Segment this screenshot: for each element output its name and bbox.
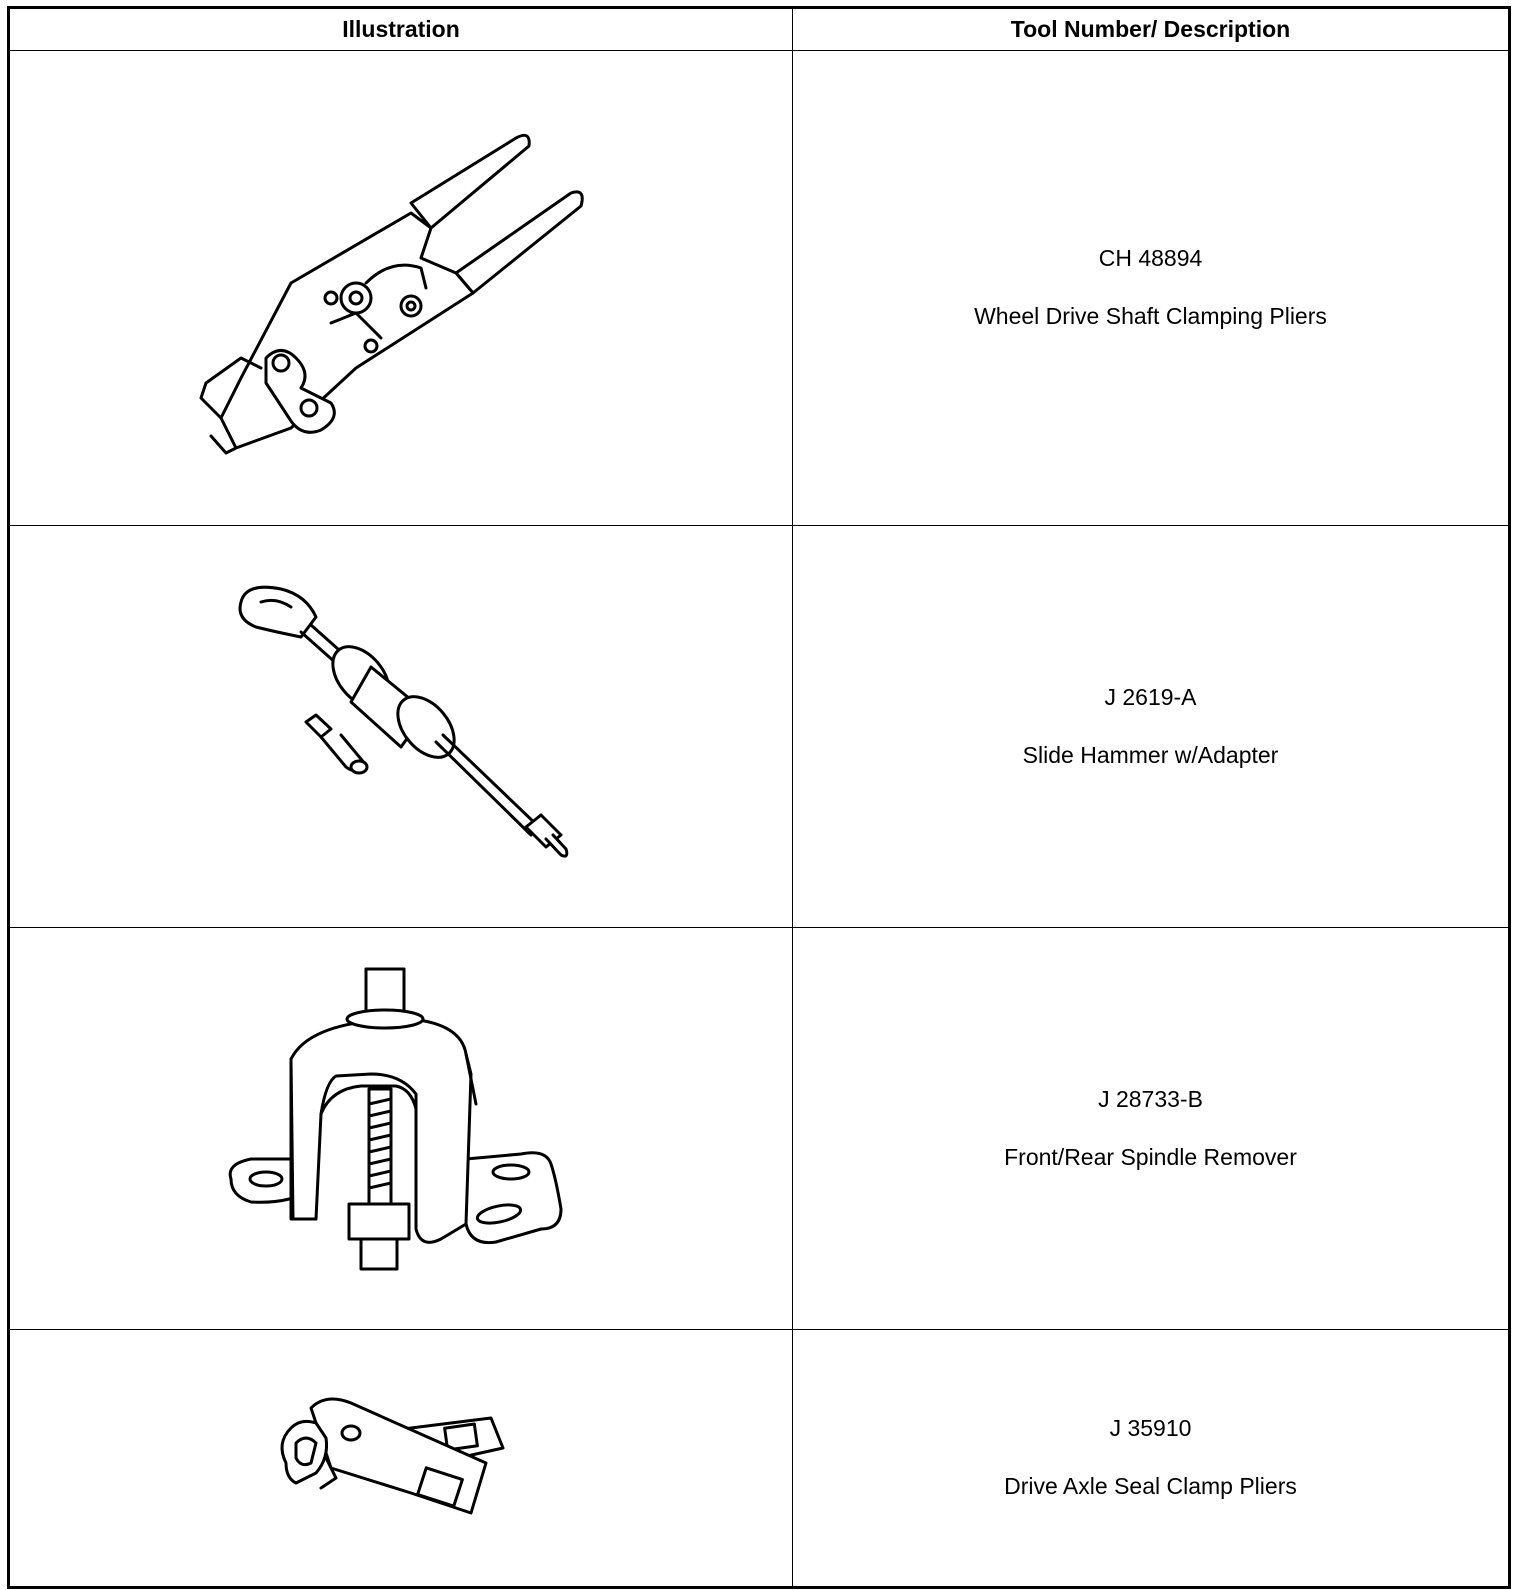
illustration-cell xyxy=(9,51,793,526)
tool-description: Wheel Drive Shaft Clamping Pliers xyxy=(974,303,1327,329)
slide-hammer-illustration xyxy=(221,577,581,877)
table-row xyxy=(9,526,1510,928)
tool-number: CH 48894 xyxy=(1098,245,1203,272)
table-row xyxy=(9,928,1510,1330)
tool-description: Front/Rear Spindle Remover xyxy=(1004,1143,1297,1170)
illustration-cell xyxy=(9,526,793,928)
seal-clamp-pliers-illustration xyxy=(271,1388,531,1528)
description-cell xyxy=(793,51,1510,526)
illustration-cell xyxy=(9,928,793,1330)
table-row xyxy=(9,51,1510,526)
spindle-remover-illustration xyxy=(221,964,581,1294)
tool-number: J 2619-A xyxy=(1104,683,1197,710)
tool-description: Drive Axle Seal Clamp Pliers xyxy=(1004,1473,1297,1499)
clamping-pliers-illustration xyxy=(181,118,621,458)
header-illustration: Illustration xyxy=(9,8,793,51)
illustration-cell xyxy=(9,1330,793,1588)
description-cell xyxy=(793,928,1510,1330)
header-tool-description: Tool Number/ Description xyxy=(793,8,1510,51)
description-cell xyxy=(793,1330,1510,1588)
description-cell xyxy=(793,526,1510,928)
tool-number: J 35910 xyxy=(1109,1415,1192,1442)
tool-number: J 28733-B xyxy=(1098,1085,1203,1112)
table-row xyxy=(9,1330,1510,1588)
special-tools-table xyxy=(7,6,1511,1589)
tool-description: Slide Hammer w/Adapter xyxy=(1022,741,1279,768)
table-header-row xyxy=(9,8,1510,51)
